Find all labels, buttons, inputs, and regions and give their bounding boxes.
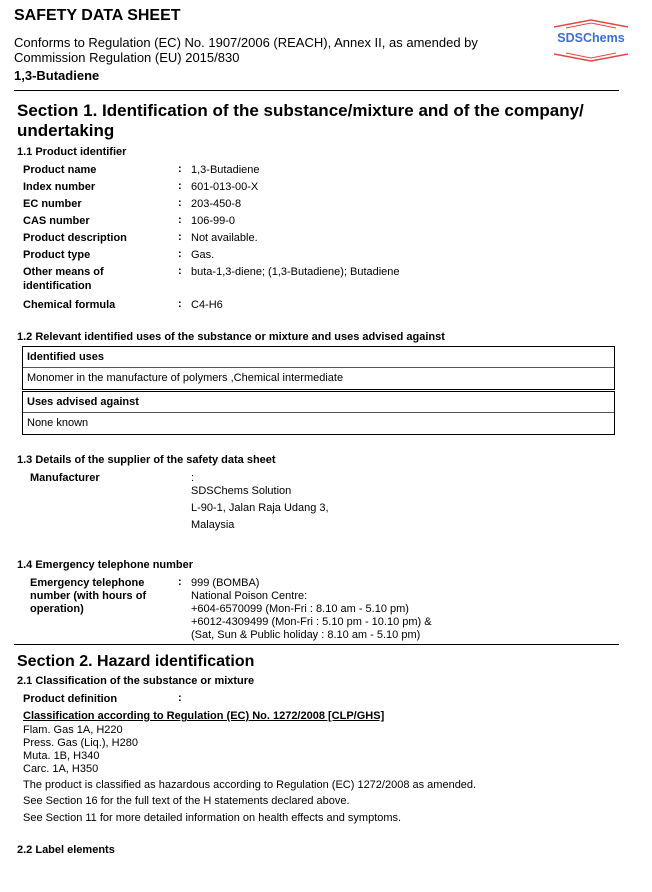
manufacturer-name: SDSChems Solution [191, 485, 292, 497]
regulation-line-1: Conforms to Regulation (EC) No. 1907/2006 (REACH), Annex II, as amended by [14, 35, 478, 50]
manufacturer-colon: : [191, 472, 195, 484]
section-1-heading-line-1: Section 1. Identification of the substance/mixture and of the company/ [17, 101, 584, 120]
regulation-line-2: Commission Regulation (EU) 2015/830 [14, 50, 240, 65]
hazard-class-2: Press. Gas (Liq.), H280 [23, 737, 138, 749]
product-type-label: Product type [23, 249, 91, 261]
colon: : [178, 163, 182, 175]
product-name-label: Product name [23, 164, 97, 176]
colon: : [178, 214, 182, 226]
manufacturer-country: Malaysia [191, 519, 235, 531]
other-means-label: Other means of [23, 266, 104, 278]
colon: : [178, 180, 182, 192]
emergency-label-line-2: number (with hours of [30, 590, 147, 602]
emergency-line-5: (Sat, Sun & Public holiday : 8.10 am - 5.10 pm) [191, 629, 421, 641]
uses-advised-against-value: None known [27, 417, 89, 429]
uses-advised-against-header: Uses advised against [23, 392, 614, 413]
emergency-telephone-heading: 1.4 Emergency telephone number [17, 559, 194, 571]
identified-uses-value: Monomer in the manufacture of polymers ,Chemical intermediate [27, 372, 344, 384]
cas-number-label: CAS number [23, 215, 90, 227]
document-title: SAFETY DATA SHEET [14, 7, 181, 24]
product-definition-label: Product definition [23, 693, 118, 705]
identified-uses-table [22, 346, 615, 390]
section-11-reference: See Section 11 for more detailed information on health effects and symptoms. [23, 812, 402, 824]
product-name-value: 1,3-Butadiene [191, 164, 260, 176]
classification-heading: 2.1 Classification of the substance or mixture [17, 675, 255, 687]
supplier-details-heading: 1.3 Details of the supplier of the safety data sheet [17, 454, 276, 466]
manufacturer-address: L-90-1, Jalan Raja Udang 3, [191, 502, 329, 514]
product-type-value: Gas. [191, 249, 215, 261]
clp-ghs-classification-heading: Classification according to Regulation (EC) No. 1272/2008 [CLP/GHS] [23, 710, 385, 722]
product-identifier-heading: 1.1 Product identifier [17, 146, 127, 158]
logo-text: SDSChems [557, 31, 625, 45]
hazard-class-3: Muta. 1B, H340 [23, 750, 100, 762]
ec-number-value: 203-450-8 [191, 198, 242, 210]
cas-number-value: 106-99-0 [191, 215, 236, 227]
header-divider [14, 90, 619, 91]
emergency-line-4: +6012-4309499 (Mon-Fri : 5.10 pm - 10.10 pm) & [191, 616, 432, 628]
hazard-class-1: Flam. Gas 1A, H220 [23, 724, 123, 736]
emergency-line-3: +604-6570099 (Mon-Fri : 8.10 am - 5.10 pm) [191, 603, 409, 615]
section-16-reference: See Section 16 for the full text of the H statements declared above. [23, 795, 350, 807]
chemical-formula-value: C4-H6 [191, 299, 223, 311]
colon: : [178, 248, 182, 260]
manufacturer-label: Manufacturer [30, 472, 100, 484]
colon: : [178, 197, 182, 209]
classification-statement: The product is classified as hazardous according to Regulation (EC) 1272/2008 as amended. [23, 779, 477, 791]
section-2-heading: Section 2. Hazard identification [17, 653, 255, 670]
identified-uses-header: Identified uses [23, 347, 614, 368]
relevant-uses-heading: 1.2 Relevant identified uses of the substance or mixture and uses advised against [17, 331, 445, 343]
ec-number-label: EC number [23, 198, 82, 210]
emergency-label-line-1: Emergency telephone [30, 577, 145, 589]
section-1-heading-line-2: undertaking [17, 121, 115, 140]
other-means-label-cont: identification [23, 280, 92, 292]
section-divider [14, 644, 619, 645]
substance-name: 1,3-Butadiene [14, 68, 100, 83]
chemical-formula-label: Chemical formula [23, 299, 116, 311]
label-elements-heading: 2.2 Label elements [17, 844, 115, 856]
uses-advised-against-table [22, 391, 615, 435]
product-description-label: Product description [23, 232, 127, 244]
colon: : [178, 265, 182, 277]
colon: : [178, 576, 182, 588]
emergency-line-1: 999 (BOMBA) [191, 577, 260, 589]
colon: : [178, 298, 182, 310]
sdschems-logo [550, 18, 632, 62]
colon: : [178, 231, 182, 243]
index-number-label: Index number [23, 181, 96, 193]
emergency-label-line-3: operation) [30, 603, 84, 615]
product-description-value: Not available. [191, 232, 258, 244]
hazard-class-4: Carc. 1A, H350 [23, 763, 99, 775]
other-means-value: buta-1,3-diene; (1,3-Butadiene); Butadiene [191, 266, 400, 278]
index-number-value: 601-013-00-X [191, 181, 259, 193]
product-definition-colon: : [178, 692, 182, 704]
emergency-line-2: National Poison Centre: [191, 590, 308, 602]
